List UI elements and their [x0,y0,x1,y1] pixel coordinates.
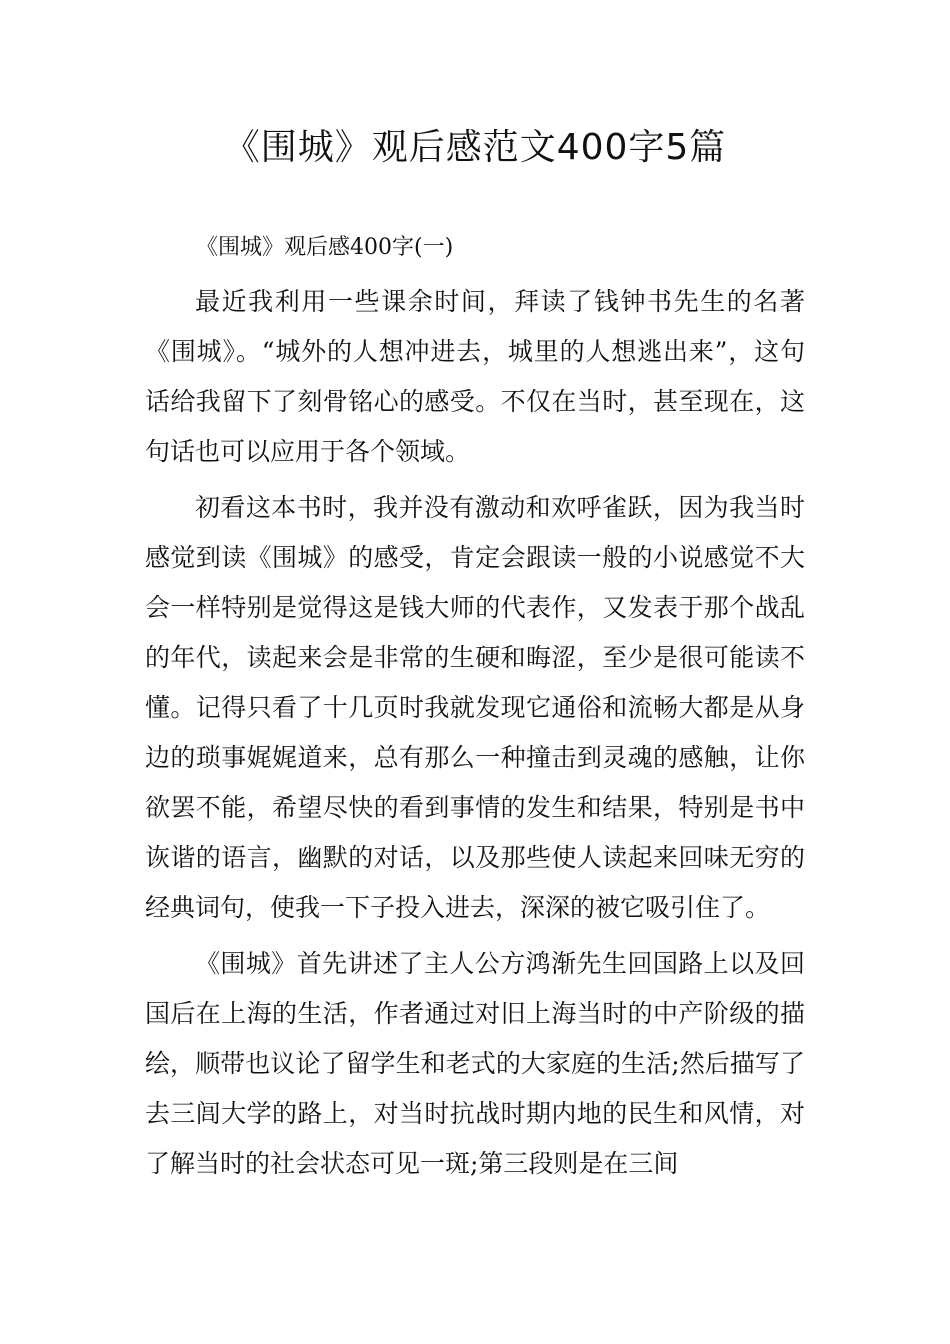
paragraph-3: 《围城》首先讲述了主人公方鸿渐先生回国路上以及回国后在上海的生活，作者通过对旧上海当时的中产阶级的描绘，顺带也议论了留学生和老式的大家庭的生活;然后描写了去三闾大学的路上，对当时抗战时期内地的民生和风情，对了解当时的社会状态可见一斑;第三段则是在三间 [145,949,805,1178]
section-subtitle: 《围城》观后感400字(一) [196,235,454,260]
paragraph-1: 最近我利用一些课余时间，拜读了钱钟书先生的名著《围城》。“城外的人想冲进去，城里的人想逃出来”，这句话给我留下了刻骨铭心的感受。不仅在当时，甚至现在，这句话也可以应用于各个领域。 [145,287,805,466]
body-text [145,277,805,1195]
document-title: 《围城》观后感范文400字5篇 [223,127,727,168]
paragraph-2: 初看这本书时，我并没有激动和欢呼雀跃，因为我当时感觉到读《围城》的感受，肯定会跟读一般的小说感觉不大会一样特别是觉得这是钱大师的代表作，又发表于那个战乱的年代，读起来会是非常的生硬和晦涩，至少是很可能读不懂。记得只看了十几页时我就发现它通俗和流畅大都是从身边的琐事娓娓道来，总有那么一种撞击到灵魂的感触，让你欲罢不能，希望尽快的看到事情的发生和结果，特别是书中诙谐的语言，幽默的对话，以及那些使人读起来回味无穷的经典词句，使我一下子投入进去，深深的被它吸引住了。 [145,493,805,922]
